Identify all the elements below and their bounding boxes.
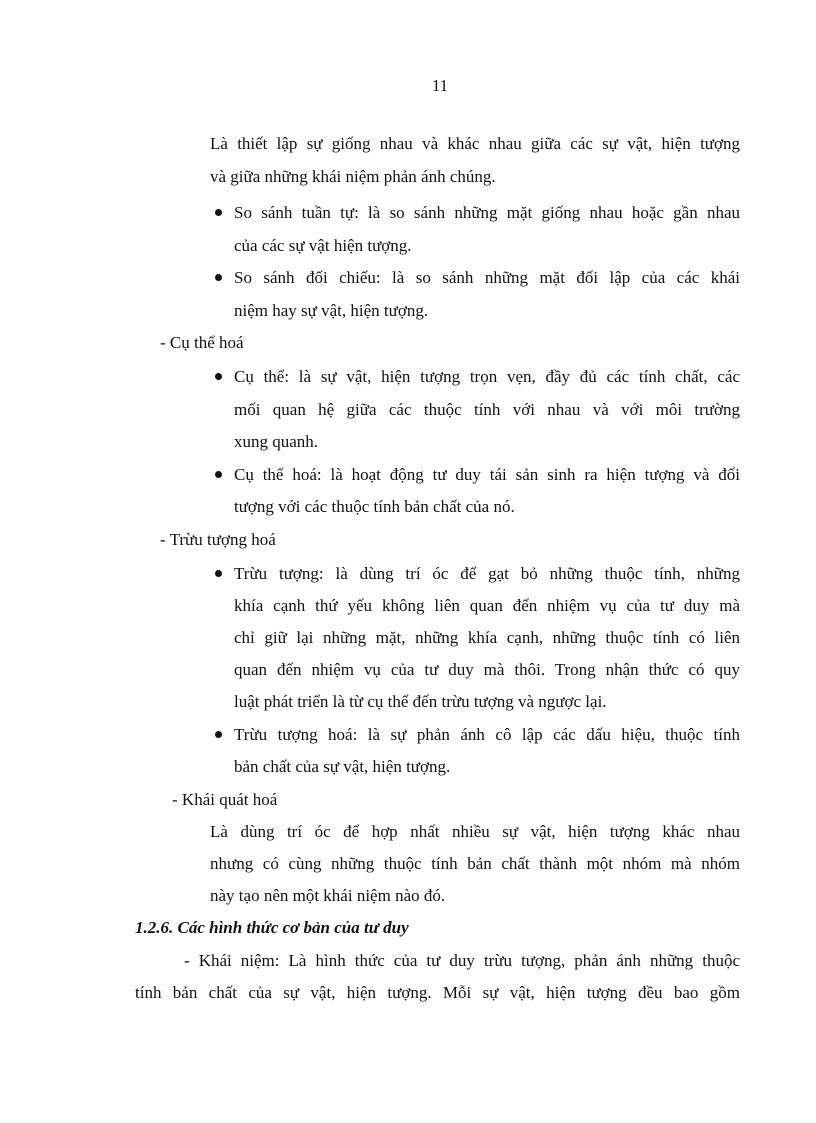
bullet-text-line: Cụ thể hoá: là hoạt động tư duy tái sản sinh ra hiện tượng và đối <box>234 465 740 484</box>
bullet-text-line: quan đến nhiệm vụ của tư duy mà thôi. Trong nhận thức có quy <box>234 660 740 679</box>
paragraph-line: - Khái niệm: Là hình thức của tư duy trừu tượng, phản ánh những thuộc <box>184 951 740 970</box>
bullet-text-line: So sánh đối chiếu: là so sánh những mặt đối lập của các khái <box>234 268 740 287</box>
bullet-text-line: tượng với các thuộc tính bản chất của nó. <box>234 497 515 516</box>
paragraph-line: Là dùng trí óc để hợp nhất nhiều sự vật, hiện tượng khác nhau <box>210 822 740 841</box>
paragraph-line: tính bản chất của sự vật, hiện tượng. Mỗi sự vật, hiện tượng đều bao gồm <box>135 983 740 1002</box>
bullet-text-line: Trừu tượng: là dùng trí óc để gạt bỏ những thuộc tính, những <box>234 564 740 583</box>
bullet-icon <box>215 731 222 738</box>
intro-line: Là thiết lập sự giống nhau và khác nhau giữa các sự vật, hiện tượng <box>210 134 740 153</box>
bullet-text-line: bản chất của sự vật, hiện tượng. <box>234 757 451 776</box>
paragraph-line: nhưng có cùng những thuộc tính bản chất thành một nhóm mà nhóm <box>210 854 740 873</box>
page-number: 11 <box>431 76 449 95</box>
intro-line: và giữa những khái niệm phản ánh chúng. <box>210 167 496 186</box>
bullet-text-line: So sánh tuần tự: là so sánh những mặt giống nhau hoặc gần nhau <box>234 203 740 222</box>
bullet-icon <box>215 209 222 216</box>
bullet-text-line: chỉ giữ lại những mặt, những khía cạnh, những thuộc tính có liên <box>234 628 740 647</box>
section-label: - Cụ thể hoá <box>160 333 244 352</box>
bullet-text-line: xung quanh. <box>234 432 319 451</box>
bullet-text-line: niệm hay sự vật, hiện tượng. <box>234 301 429 320</box>
section-label: - Khái quát hoá <box>172 790 278 809</box>
bullet-icon <box>215 570 222 577</box>
bullet-text-line: luật phát triển là từ cụ thể đến trừu tượng và ngược lại. <box>234 692 607 711</box>
bullet-icon <box>215 373 222 380</box>
bullet-text-line: khía cạnh thứ yếu không liên quan đến nhiệm vụ của tư duy mà <box>234 596 740 615</box>
paragraph-line: này tạo nên một khái niệm nào đó. <box>210 886 446 905</box>
bullet-text-line: mối quan hệ giữa các thuộc tính với nhau và với môi trường <box>234 400 740 419</box>
bullet-icon <box>215 274 222 281</box>
section-heading: 1.2.6. Các hình thức cơ bản của tư duy <box>135 918 409 937</box>
section-label: - Trừu tượng hoá <box>160 530 276 549</box>
bullet-text-line: của các sự vật hiện tượng. <box>234 236 412 255</box>
bullet-text-line: Trừu tượng hoá: là sự phản ánh cô lập các dấu hiệu, thuộc tính <box>234 725 740 744</box>
bullet-icon <box>215 471 222 478</box>
bullet-text-line: Cụ thể: là sự vật, hiện tượng trọn vẹn, đầy đủ các tính chất, các <box>234 367 740 386</box>
